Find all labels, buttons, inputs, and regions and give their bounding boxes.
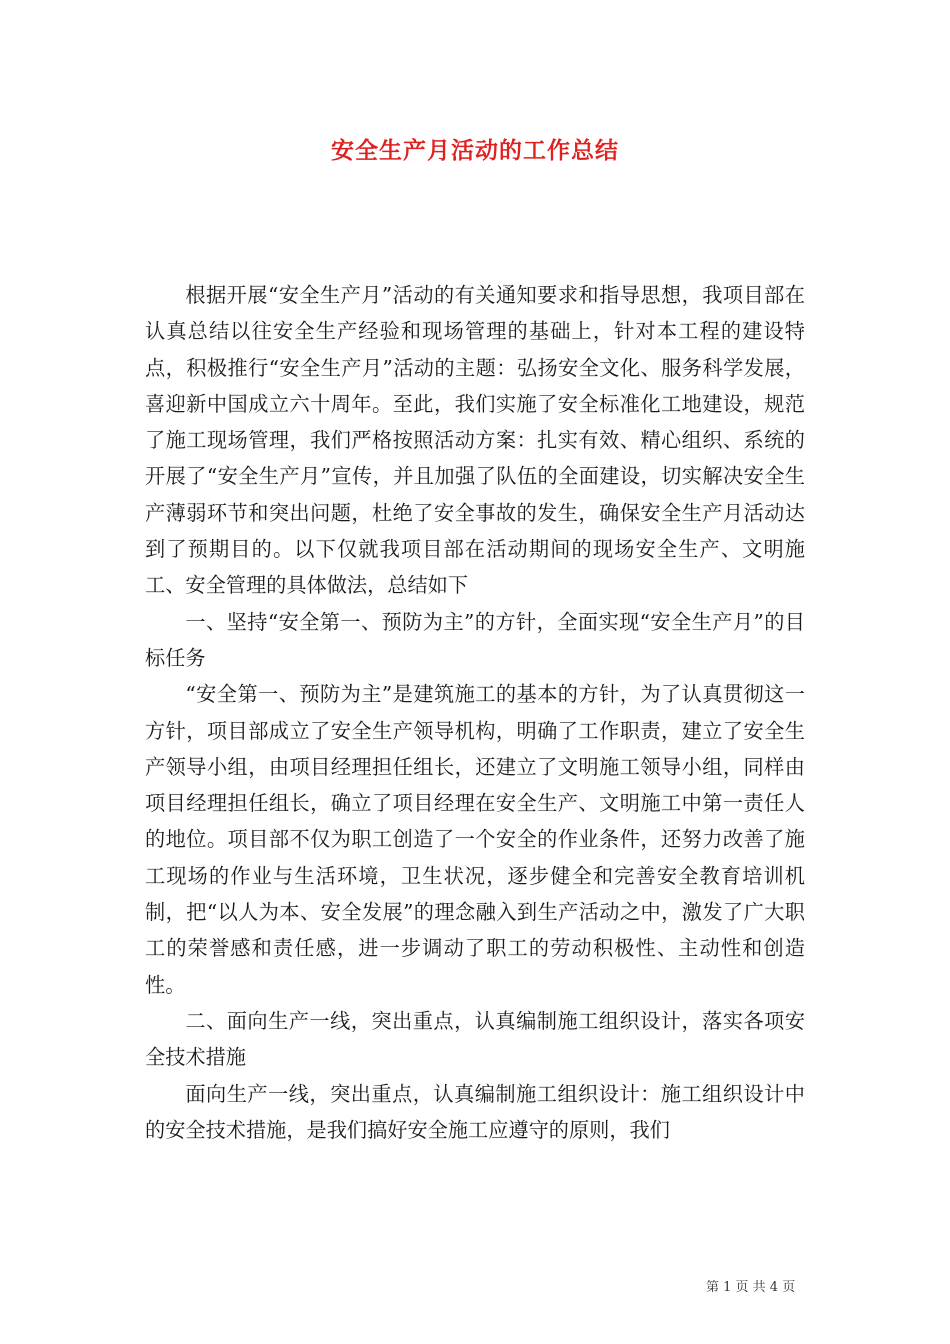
section-heading-2: 二、面向生产一线，突出重点，认真编制施工组织设计，落实各项安全技术措施 [145,1008,805,1070]
paragraph-section-1: “安全第一、预防为主”是建筑施工的基本的方针，为了认真贯彻这一方针，项目部成立了安全生产领导机构，明确了工作职责，建立了安全生产领导小组，由项目经理担任组长，还建立了文明施工领导小组，同样由项目经理担任组长，确立了项目经理在安全生产、文明施工中第一责任人的地位。项目部不仅为职工创造了一个安全的作业条件，还努力改善了施工现场的作业与生活环境，卫生状况，逐步健全和完善安全教育培训机制，把“以人为本、安全发展”的理念融入到生产活动之中，激发了广大职工的荣誉感和责任感，进一步调动了职工的劳动积极性、主动性和创造性。 [145,682,805,997]
section-heading-1: 一、坚持“安全第一、预防为主”的方针，全面实现“安全生产月”的目标任务 [145,609,805,670]
document-title: 安全生产月活动的工作总结 [331,137,619,164]
paragraph-intro: 根据开展“安全生产月”活动的有关通知要求和指导思想，我项目部在认真总结以往安全生产经验和现场管理的基础上，针对本工程的建设特点，积极推行“安全生产月”活动的主题：弘扬安全文化、服务科学发展，喜迎新中国成立六十周年。至此，我们实施了安全标准化工地建设，规范了施工现场管理，我们严格按照活动方案：扎实有效、精心组织、系统的开展了“安全生产月”宣传，并且加强了队伍的全面建设，切实解决安全生产薄弱环节和突出问题，杜绝了安全事故的发生，确保安全生产月活动达到了预期目的。以下仅就我项目部在活动期间的现场安全生产、文明施工、安全管理的具体做法，总结如下 [145,283,805,598]
paragraph-section-2: 面向生产一线，突出重点，认真编制施工组织设计：施工组织设计中的安全技术措施，是我们搞好安全施工应遵守的原则，我们 [145,1081,805,1142]
document-body [145,277,805,1148]
page-number-footer: 第 1 页 共 4 页 [706,1280,796,1295]
